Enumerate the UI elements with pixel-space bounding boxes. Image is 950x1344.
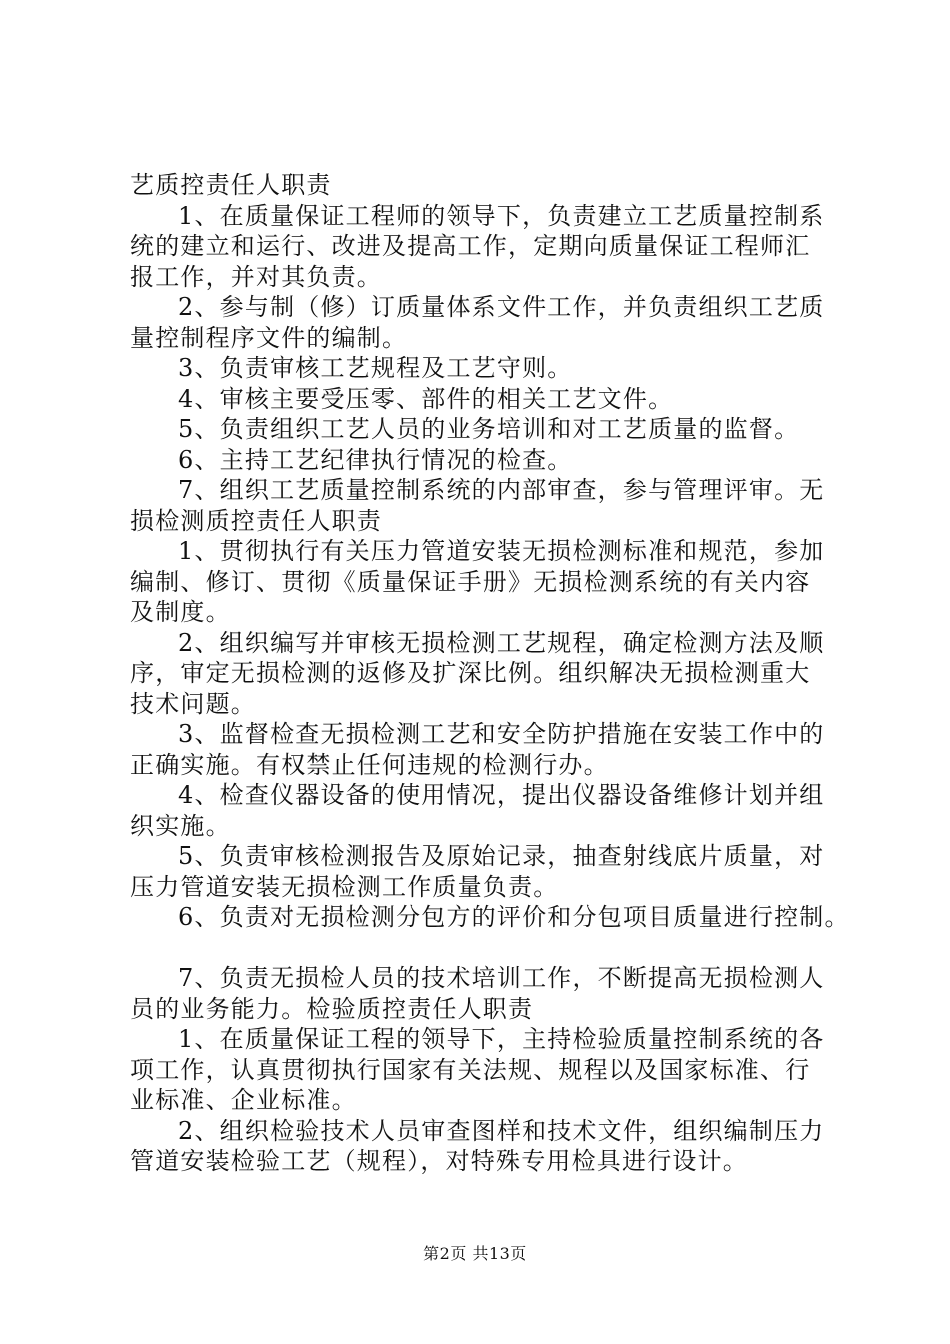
paragraph-gap (130, 933, 830, 964)
text-line: 序，审定无损检测的返修及扩深比例。组织解决无损检测重大 (130, 659, 811, 687)
text-line: 压力管道安装无损检测工作质量负责。 (130, 872, 559, 901)
text-line: 织实施。 (130, 811, 231, 840)
text-line: 量控制程序文件的编制。 (130, 323, 408, 352)
text-line: 3、监督检查无损检测工艺和安全防护措施在安装工作中的 (178, 720, 825, 748)
text-line: 1、贯彻执行有关压力管道安装无损检测标准和规范，参加 (178, 537, 825, 565)
text-line: 技术问题。 (130, 689, 256, 718)
text-line: 4、检查仪器设备的使用情况，提出仪器设备维修计划并组 (178, 781, 825, 809)
text-line: 6、负责对无损检测分包方的评价和分包项目质量进行控制。 (178, 903, 850, 931)
page-footer: 第2页 共13页 (423, 1244, 527, 1263)
text-line: 业标准、企业标准。 (130, 1086, 357, 1114)
text-line: 艺质控责任人职责 (130, 171, 332, 199)
text-line: 报工作，并对其负责。 (130, 262, 382, 291)
text-line: 4、审核主要受压零、部件的相关工艺文件。 (178, 384, 674, 413)
text-line: 5、负责审核检测报告及原始记录，抽查射线底片质量，对 (178, 842, 825, 870)
text-line: 7、组织工艺质量控制系统的内部审查，参与管理评审。无 (178, 476, 825, 504)
text-line: 员的业务能力。检验质控责任人职责 (130, 994, 534, 1023)
text-line: 1、在质量保证工程的领导下，主持检验质量控制系统的各 (178, 1025, 825, 1053)
document-body (130, 170, 850, 1177)
text-line: 编制、修订、贯彻《质量保证手册》无损检测系统的有关内容 (130, 567, 811, 596)
text-line: 项工作，认真贯彻执行国家有关法规、规程以及国家标准、行 (130, 1055, 811, 1084)
text-line: 3、负责审核工艺规程及工艺守则。 (178, 354, 573, 382)
text-line: 2、组织编写并审核无损检测工艺规程，确定检测方法及顺 (178, 628, 825, 657)
text-line: 统的建立和运行、改进及提高工作，定期向质量保证工程师汇 (130, 232, 811, 260)
text-line: 2、组织检验技术人员审查图样和技术文件，组织编制压力 (178, 1116, 825, 1145)
text-line: 正确实施。有权禁止任何违规的检测行办。 (130, 750, 609, 779)
text-line: 1、在质量保证工程师的领导下，负责建立工艺质量控制系 (178, 201, 825, 230)
text-line: 5、负责组织工艺人员的业务培训和对工艺质量的监督。 (178, 415, 800, 443)
text-line: 7、负责无损检人员的技术培训工作，不断提高无损检测人 (178, 964, 825, 992)
text-line: 及制度。 (130, 598, 231, 626)
text-line: 损检测质控责任人职责 (130, 506, 382, 535)
text-line: 2、参与制（修）订质量体系文件工作，并负责组织工艺质 (178, 293, 825, 321)
text-line: 6、主持工艺纪律执行情况的检查。 (178, 445, 573, 474)
text-line: 管道安装检验工艺（规程），对特殊专用检具进行设计。 (130, 1147, 748, 1175)
